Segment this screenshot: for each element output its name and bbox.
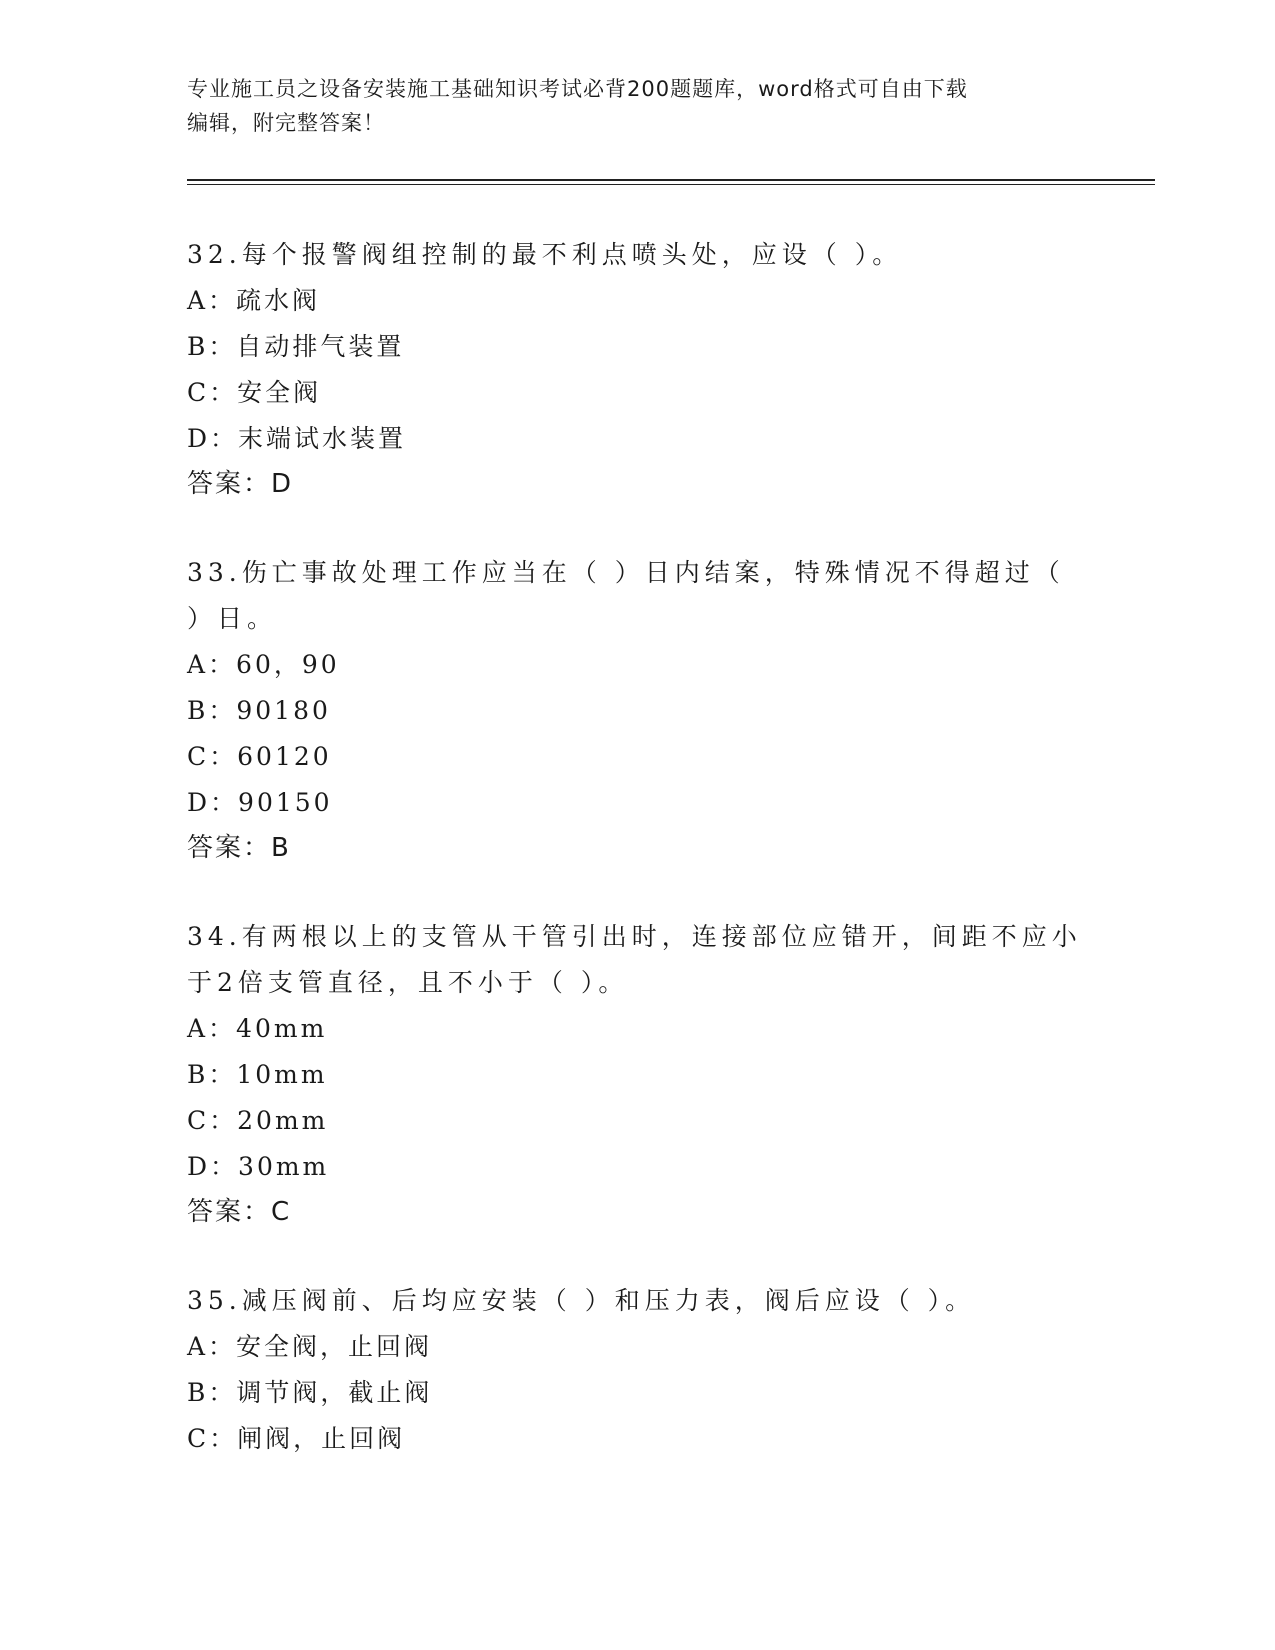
header-divider-thin [187, 184, 1155, 185]
question-item [187, 232, 1087, 506]
option-a: A：60，90 [187, 650, 340, 679]
question-list [187, 232, 1087, 1506]
question-stem: 34.有两根以上的支管从干管引出时，连接部位应错开，间距不应小于2倍支管直径，且不小于（ ）。 [187, 922, 1082, 997]
option-d: D：末端试水装置 [187, 424, 407, 453]
option-b: B：自动排气装置 [187, 332, 405, 361]
document-header [187, 72, 1067, 140]
question-stem: 32.每个报警阀组控制的最不利点喷头处，应设（ ）。 [187, 240, 903, 269]
question-item [187, 1278, 1087, 1462]
option-c: C：安全阀 [187, 378, 322, 407]
option-b: B：10mm [187, 1060, 328, 1089]
answer-line: 答案：D [187, 469, 294, 499]
option-d: D：30mm [187, 1152, 330, 1181]
option-b: B：90180 [187, 696, 331, 725]
question-item [187, 914, 1087, 1234]
answer-line: 答案：C [187, 1197, 292, 1227]
question-item [187, 550, 1087, 870]
header-divider-thick [187, 179, 1155, 181]
question-stem: 33.伤亡事故处理工作应当在（ ）日内结案，特殊情况不得超过（ ）日。 [187, 558, 1065, 633]
question-stem: 35.减压阀前、后均应安装（ ）和压力表，阀后应设（ ）。 [187, 1286, 976, 1315]
option-a: A：安全阀，止回阀 [187, 1332, 433, 1361]
option-c: C：20mm [187, 1106, 329, 1135]
option-d: D：90150 [187, 788, 333, 817]
option-b: B：调节阀，截止阀 [187, 1378, 433, 1407]
option-a: A：40mm [187, 1014, 328, 1043]
header-title-line1: 专业施工员之设备安装施工基础知识考试必背200题题库，word格式可自由下载 [187, 77, 968, 101]
answer-line: 答案：B [187, 833, 291, 863]
option-c: C：60120 [187, 742, 332, 771]
header-title-line2: 编辑，附完整答案！ [187, 111, 385, 135]
option-a: A：疏水阀 [187, 286, 321, 315]
option-c: C：闸阀，止回阀 [187, 1424, 406, 1453]
